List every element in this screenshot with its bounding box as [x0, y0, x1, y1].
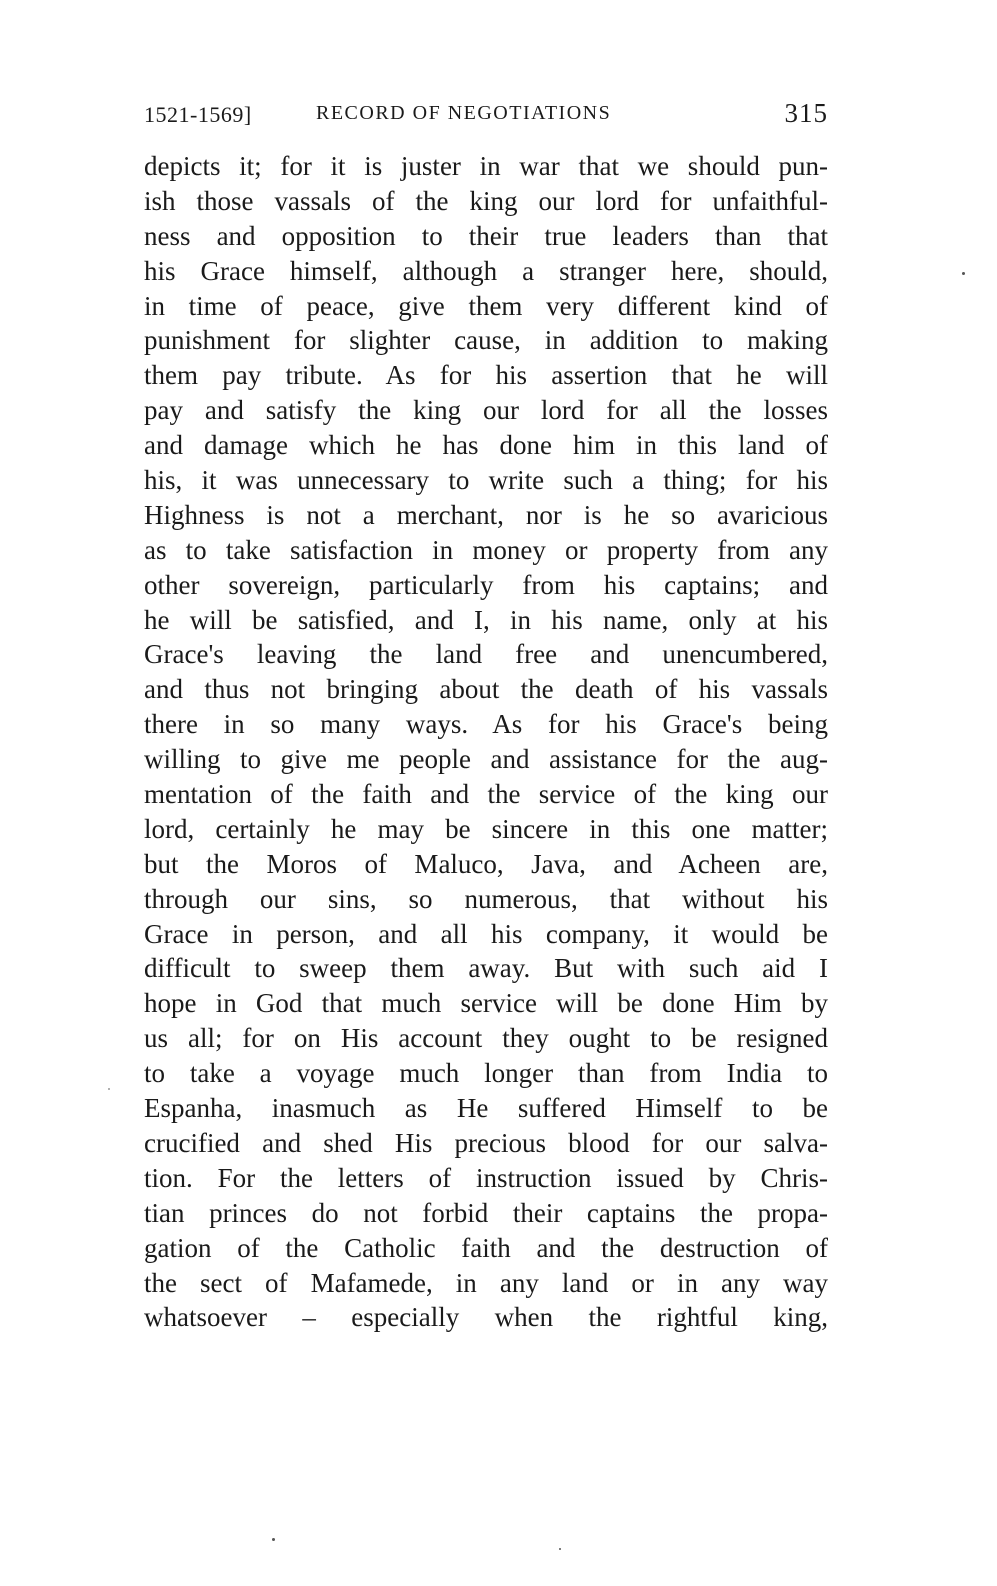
text-line: willing to give me people and assistance for the aug-: [144, 744, 828, 775]
text-line: he will be satisfied, and I, in his name, only at his: [144, 604, 828, 635]
text-line: crucified and shed His precious blood for our salva-: [144, 1127, 828, 1158]
text-line: through our sins, so numerous, that without his: [144, 883, 828, 914]
text-line: whatsoever – especially when the rightful king,: [144, 1302, 828, 1333]
text-line: other sovereign, particularly from his captains; and: [144, 569, 828, 600]
body-text: [144, 149, 828, 1335]
text-line: tion. For the letters of instruction issued by Chris-: [144, 1162, 828, 1193]
text-line: his Grace himself, although a stranger here, should,: [144, 255, 828, 286]
text-line: his, it was unnecessary to write such a thing; for his: [144, 465, 828, 496]
text-line: difficult to sweep them away. But with such aid I: [144, 953, 828, 984]
text-line: the sect of Mafamede, in any land or in any way: [144, 1267, 828, 1298]
text-line: and damage which he has done him in this land of: [144, 430, 828, 461]
text-line: them pay tribute. As for his assertion that he will: [144, 360, 828, 391]
text-line: Grace in person, and all his company, it would be: [144, 918, 828, 949]
text-line: in time of peace, give them very different kind of: [144, 290, 828, 321]
text-line: Espanha, inasmuch as He suffered Himself to be: [144, 1093, 828, 1124]
text-line: as to take satisfaction in money or property from any: [144, 534, 828, 565]
text-line: punishment for slighter cause, in addition to making: [144, 325, 828, 356]
text-line: depicts it; for it is juster in war that we should pun-: [144, 151, 828, 181]
text-line: but the Moros of Maluco, Java, and Acheen are,: [144, 848, 828, 879]
running-head-date-range: 1521-1569]: [144, 102, 252, 127]
text-line: hope in God that much service will be done Him by: [144, 988, 828, 1019]
scan-speck: [108, 1088, 110, 1090]
text-line: mentation of the faith and the service of the king our: [144, 779, 828, 810]
scan-speck: [559, 1548, 561, 1550]
text-line: and thus not bringing about the death of his vassals: [144, 674, 828, 705]
running-head: [144, 98, 828, 128]
scan-speck: [962, 272, 965, 275]
text-line: ness and opposition to their true leaders than that: [144, 220, 828, 251]
text-line: to take a voyage much longer than from India to: [144, 1058, 828, 1089]
text-line: lord, certainly he may be sincere in this one matter;: [144, 813, 828, 844]
text-line: Grace's leaving the land free and unencumbered,: [144, 639, 828, 670]
page-number: 315: [784, 98, 828, 128]
running-head-title: RECORD OF NEGOTIATIONS: [316, 102, 612, 124]
text-line: ish those vassals of the king our lord for unfaithful-: [144, 185, 828, 216]
text-line: tian princes do not forbid their captains the propa-: [144, 1197, 828, 1228]
text-line: pay and satisfy the king our lord for all the losses: [144, 395, 828, 426]
text-line: Highness is not a merchant, nor is he so avaricious: [144, 499, 828, 530]
scan-speck: [272, 1538, 275, 1541]
text-line: gation of the Catholic faith and the destruction of: [144, 1232, 828, 1263]
text-line: there in so many ways. As for his Grace's being: [144, 709, 828, 740]
text-line: us all; for on His account they ought to be resigned: [144, 1023, 828, 1054]
